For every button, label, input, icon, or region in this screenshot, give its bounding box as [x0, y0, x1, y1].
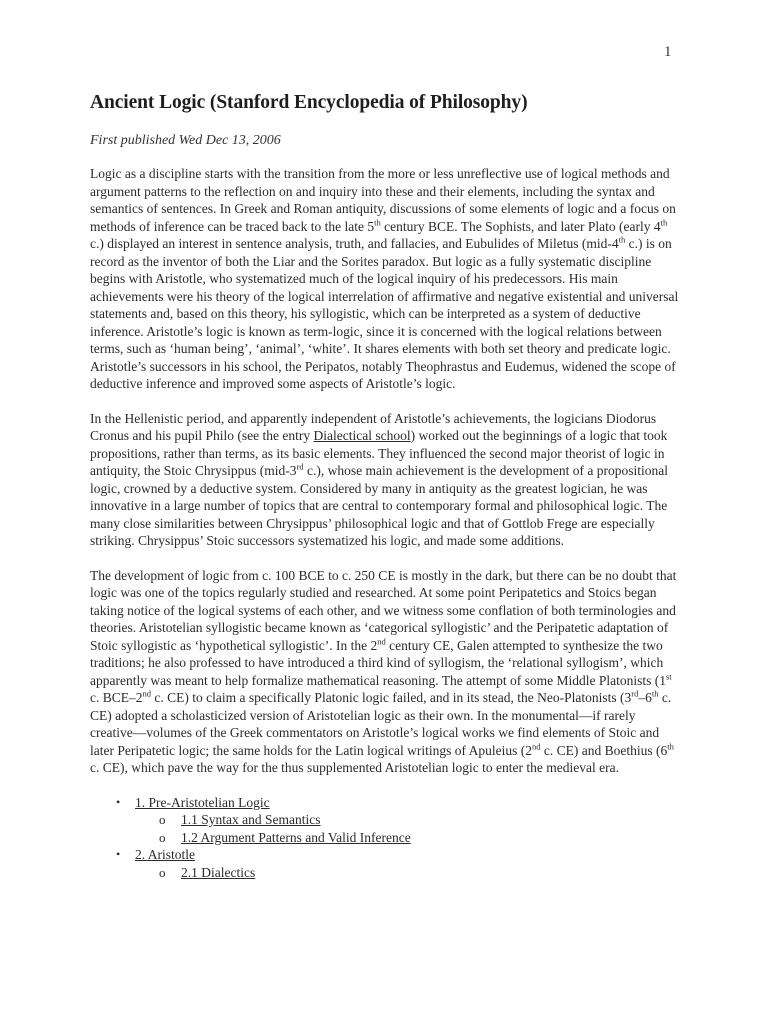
toc-link-syntax-and-semantics[interactable]: 1.1 Syntax and Semantics [181, 812, 321, 827]
page-number: 1 [664, 44, 672, 60]
toc-item [90, 846, 680, 864]
bullet-icon: • [116, 794, 121, 809]
circle-bullet-icon: o [159, 829, 166, 845]
dialectical-school-link[interactable]: Dialectical school [313, 428, 411, 443]
toc-subitem [90, 811, 680, 829]
toc-item [90, 794, 680, 812]
toc-link-aristotle[interactable]: 2. Aristotle [135, 847, 195, 862]
table-of-contents [90, 794, 680, 882]
toc-subitem [90, 864, 680, 882]
document-content [90, 92, 680, 881]
circle-bullet-icon: o [159, 864, 166, 880]
bullet-icon: • [116, 847, 121, 861]
toc-link-pre-aristotelian-logic[interactable]: 1. Pre-Aristotelian Logic [135, 794, 270, 810]
document-title: Ancient Logic (Stanford Encyclopedia of Philosophy) [90, 92, 528, 113]
paragraph-hellenistic: In the Hellenistic period, and apparently independent of Aristotle’s achievements, the logicians Diodorus Cronus and his pupil Philo (see the entry Dialectical school) worked out the beginnings of a logic that took propositions, rather than terms, as its basic elements. They influenced the second major theorist of logic in antiquity, the Stoic Chrysippus (mid-3rd c.), whose main achievement is the development of a propositional logic, crowned by a deductive system. Considered by many in antiquity as the greatest logician, he was innovative in a large number of topics that are central to contemporary formal and philosophical logic. The many close similarities between Chrysippus’ philosophical logic and that of Gottlob Frege are especially striking. Chrysippus’ Stoic successors systematized his logic, and made some additions. [90, 410, 668, 548]
paragraph-intro: Logic as a discipline starts with the transition from the more or less unreflective use of logical methods and argument patterns to the reflection on and inquiry into these and their elements, including the syntax and semantics of sentences. In Greek and Roman antiquity, discussions of some elements of logic and a focus on methods of inference can be traced back to the late 5th century BCE. The Sophists, and later Plato (early 4th c.) displayed an interest in sentence analysis, truth, and fallacies, and Eubulides of Miletus (mid-4th c.) is on record as the inventor of both the Liar and the Sorites paradox. But logic as a fully systematic discipline begins with Aristotle, who systematized much of the logical inquiry of his predecessors. His main achievements were his theory of the logical interrelation of affirmative and negative existential and universal statements and, based on this theory, his syllogistic, which can be interpreted as a system of deductive inference. Aristotle’s logic is known as term-logic, since it is concerned with the logical relations between terms, such as ‘human being’, ‘animal’, ‘white’. It shares elements with both set theory and predicate logic. Aristotle’s successors in his school, the Peripatos, notably Theophrastus and Eudemus, widened the scope of deductive inference and improved some aspects of Aristotle’s logic. [90, 166, 679, 391]
publication-date: First published Wed Dec 13, 2006 [90, 133, 281, 148]
circle-bullet-icon: o [159, 812, 166, 827]
paragraph-development: The development of logic from c. 100 BCE to c. 250 CE is mostly in the dark, but there can be no doubt that logic was one of the topics regularly studied and researched. At some point Peripatetics and Stoics began taking notice of the logical systems of each other, and we witness some conflation of both terminologies and theories. Aristotelian syllogistic became known as ‘categorical syllogistic’ and the Peripatetic adaptation of Stoic syllogistic as ‘hypothetical syllogistic’. In the 2nd century CE, Galen attempted to synthesize the two traditions; he also professed to have introduced a third kind of syllogism, the ‘relational syllogism’, which apparently was meant to help formalize mathematical reasoning. The attempt of some Middle Platonists (1st c. BCE–2nd c. CE) to claim a specifically Platonic logic failed, and in its stead, the Neo-Platonists (3rd–6th c. CE) adopted a scholasticized version of Aristotelian logic as their own. In the monumental—if rarely creative—volumes of the Greek commentators on Aristotle’s logical works we find elements of Stoic and later Peripatetic logic; the same holds for the Latin logical writings of Apuleius (2nd c. CE) and Boethius (6th c. CE), which pave the way for the thus supplemented Aristotelian logic to enter the medieval era. [90, 567, 677, 775]
toc-subitem [90, 829, 680, 847]
toc-link-dialectics[interactable]: 2.1 Dialectics [181, 864, 256, 880]
toc-link-argument-patterns[interactable]: 1.2 Argument Patterns and Valid Inference [181, 829, 411, 845]
